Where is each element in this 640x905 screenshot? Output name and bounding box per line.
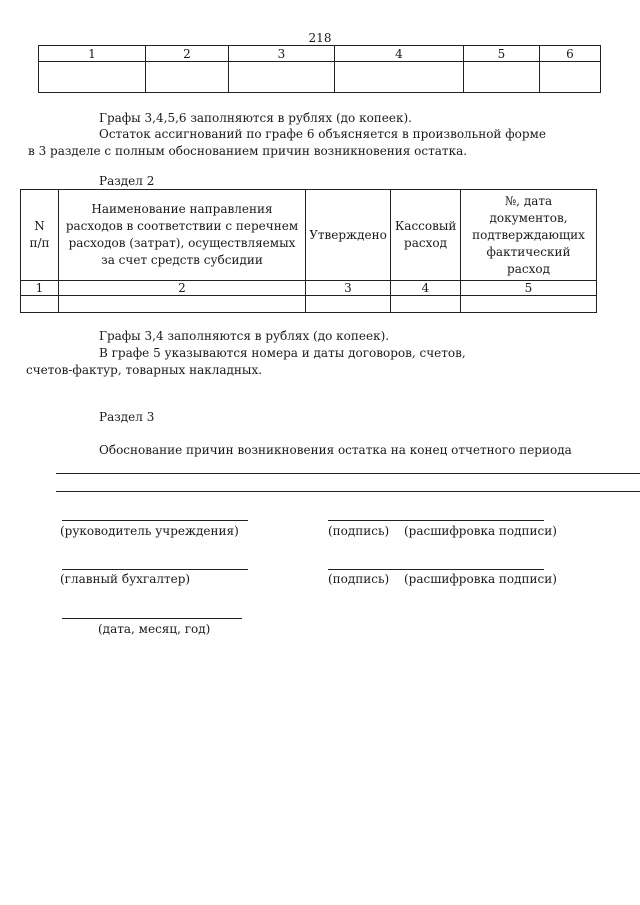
table-cell — [391, 296, 461, 313]
signature-line — [62, 569, 248, 570]
reason-line — [56, 491, 640, 492]
col-number: 5 — [461, 281, 597, 296]
col-header-expense-direction: Наименование направления расходов в соответствии с перечнем расходов (затрат), осуществляемых за счет средств субсидии — [59, 190, 306, 281]
date-line — [62, 618, 242, 619]
col-header-approved: Утверждено — [306, 190, 391, 281]
table-cell — [540, 62, 601, 93]
table-row — [39, 62, 601, 93]
col-number: 4 — [391, 281, 461, 296]
caption-signature: (подпись) — [328, 524, 390, 538]
col-number: 3 — [306, 281, 391, 296]
col-number: 3 — [229, 46, 335, 62]
page-number: 218 — [308, 31, 332, 45]
note-balance: Остаток ассигнований по графе 6 объясняется в произвольной форме — [99, 127, 546, 141]
reason-label: Обоснование причин возникновения остатка на конец отчетного периода — [99, 443, 572, 457]
table-cell — [146, 62, 229, 93]
caption-decoding: (расшифровка подписи) — [404, 524, 557, 538]
signature-line — [328, 569, 544, 570]
section3-title: Раздел 3 — [99, 410, 155, 424]
col-number: 2 — [59, 281, 306, 296]
col-number: 6 — [540, 46, 601, 62]
col-header-documents: №, дата документов, подтверждающих фактический расход — [461, 190, 597, 281]
col-number: 4 — [335, 46, 464, 62]
table-cell — [335, 62, 464, 93]
table-cell — [39, 62, 146, 93]
table-cell — [59, 296, 306, 313]
note-documents-cont: счетов-фактур, товарных накладных. — [26, 363, 263, 377]
signature-line — [328, 520, 544, 521]
caption-decoding: (расшифровка подписи) — [404, 572, 557, 586]
table-row — [21, 296, 597, 313]
section2-title: Раздел 2 — [99, 174, 155, 188]
table-cell — [306, 296, 391, 313]
col-header-number: N п/п — [21, 190, 59, 281]
col-number: 1 — [39, 46, 146, 62]
table-header-row — [21, 190, 597, 281]
col-header-cash-expense: Кассовый расход — [391, 190, 461, 281]
caption-signature: (подпись) — [328, 572, 390, 586]
note-rubles-2: Графы 3,4 заполняются в рублях (до копеек). — [99, 329, 390, 343]
table-number-row — [21, 281, 597, 296]
note-documents: В графе 5 указываются номера и даты договоров, счетов, — [99, 346, 466, 360]
note-balance-cont: в 3 разделе с полным обоснованием причин возникновения остатка. — [28, 144, 468, 158]
table-section2 — [20, 189, 597, 313]
table-cell — [229, 62, 335, 93]
col-number: 2 — [146, 46, 229, 62]
col-number: 5 — [464, 46, 540, 62]
note-rubles: Графы 3,4,5,6 заполняются в рублях (до копеек). — [99, 111, 412, 125]
signature-line — [62, 520, 248, 521]
table-section1-continued — [38, 45, 601, 93]
caption-head-of-institution: (руководитель учреждения) — [60, 524, 239, 538]
caption-chief-accountant: (главный бухгалтер) — [60, 572, 191, 586]
caption-date: (дата, месяц, год) — [98, 622, 211, 636]
col-number: 1 — [21, 281, 59, 296]
table-cell — [461, 296, 597, 313]
table-cell — [21, 296, 59, 313]
table-header-row — [39, 46, 601, 62]
table-cell — [464, 62, 540, 93]
reason-line — [56, 473, 640, 474]
